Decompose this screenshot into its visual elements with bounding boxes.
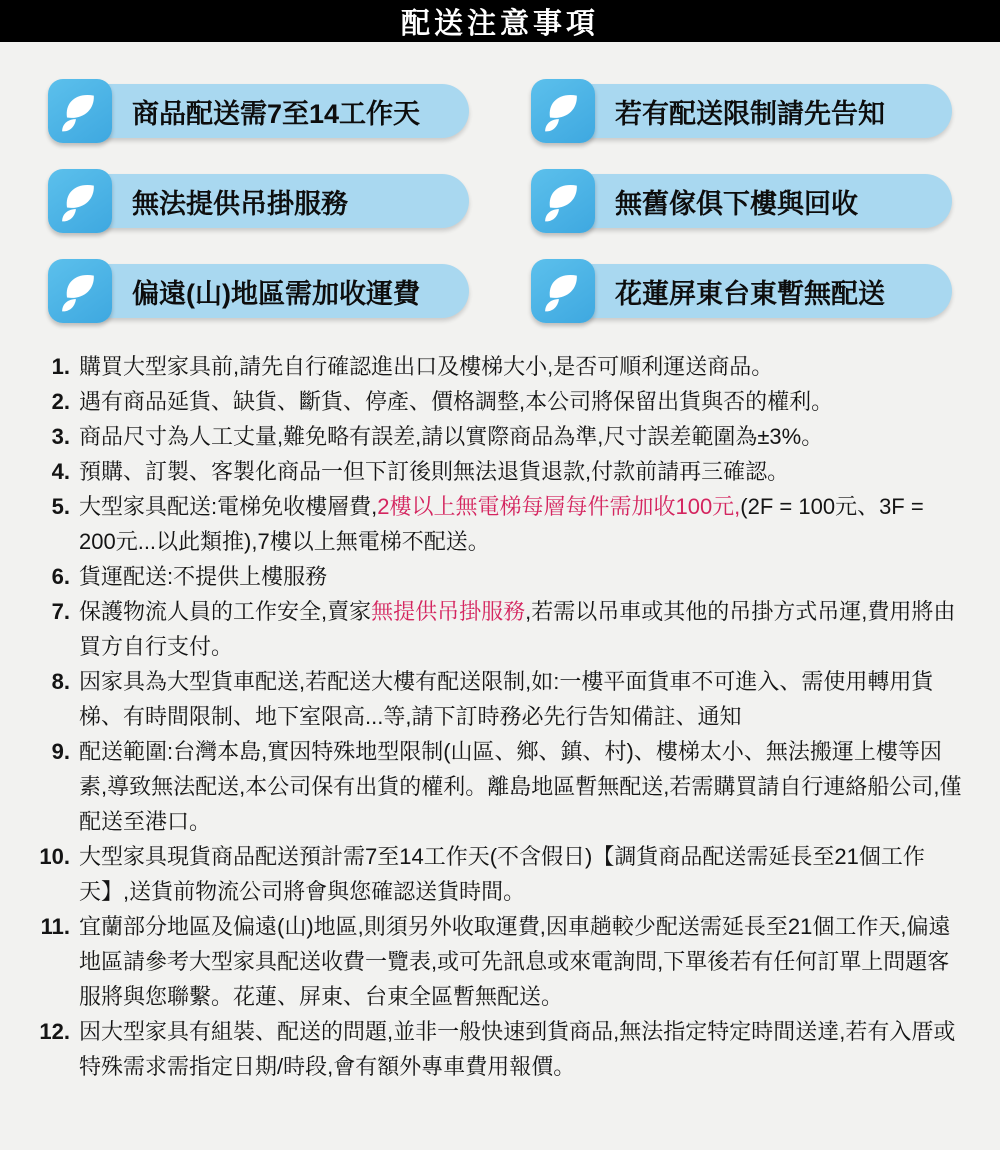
note-text	[79, 664, 962, 734]
note-text-segment: 保護物流人員的工作安全,賣家	[79, 599, 372, 624]
note-text-segment: 貨運配送:不提供上樓服務	[79, 564, 328, 589]
badge-label: 偏遠(山)地區需加收運費	[132, 278, 420, 309]
note-text-highlight: 無提供吊掛服務	[371, 599, 526, 624]
note-number: 8.	[51, 669, 70, 694]
note-item	[24, 559, 962, 594]
badge-label: 無舊傢俱下樓與回收	[615, 188, 858, 219]
note-text-segment: 大型家具現貨商品配送預計需7至14工作天(不含假日)【調貨商品配送需延長至21個工作天】,送貨前物流公司將會與您確認送貨時間。	[79, 844, 925, 904]
badge-grid	[0, 42, 1000, 323]
note-text	[79, 909, 962, 1014]
note-number: 5.	[51, 494, 70, 519]
note-text-segment: 因大型家具有組裝、配送的問題,並非一般快速到貨商品,無法指定特定時間送達,若有入厝或特殊需求需指定日期/時段,會有額外專車費用報價。	[79, 1019, 956, 1079]
note-number: 7.	[51, 599, 70, 624]
note-item	[24, 909, 962, 1014]
note-text-segment: (2F = 100元、3F = 200元...以此類推),7樓以上無電梯不配送。	[79, 494, 924, 554]
title-bar	[0, 0, 1000, 42]
note-number: 9.	[51, 739, 70, 764]
note-item	[24, 664, 962, 734]
note-number: 11.	[40, 914, 70, 939]
note-text-segment: 宜蘭部分地區及偏遠(山)地區,則須另外收取運費,因車趟較少配送需延長至21個工作天,偏遠地區請參考大型家具配送收費一覽表,或可先訊息或來電詢問,下單後若有任何訂單上問題客服將與您聯繫。花蓮、屏東、台東全區暫無配送。	[79, 914, 951, 1009]
note-item	[24, 349, 962, 384]
badge-no-hoisting	[48, 169, 469, 233]
leaf-icon	[48, 169, 112, 233]
leaf-icon	[48, 79, 112, 143]
note-text	[79, 734, 962, 839]
note-text-segment: 配送範圍:台灣本島,實因特殊地型限制(山區、鄉、鎮、村)、樓梯太小、無法搬運上樓等因素,導致無法配送,本公司保有出貨的權利。離島地區暫無配送,若需購買請自行連絡船公司,僅配送至港口。	[79, 739, 962, 834]
note-item	[24, 419, 962, 454]
note-text	[79, 594, 962, 664]
badge-label: 商品配送需7至14工作天	[132, 98, 421, 129]
note-text	[79, 349, 962, 384]
badge-label: 無法提供吊掛服務	[132, 188, 348, 219]
note-number: 12.	[39, 1019, 70, 1044]
note-item	[24, 1014, 962, 1084]
badge-remote-fee	[48, 259, 469, 323]
note-text	[79, 839, 962, 909]
badge-label: 花蓮屏東台東暫無配送	[615, 278, 885, 309]
note-text	[79, 1014, 962, 1084]
note-item	[24, 454, 962, 489]
note-text-segment: ,若需以吊車或其他的吊掛方式吊運,費用將由買方自行支付。	[79, 599, 956, 659]
note-text	[79, 489, 962, 559]
note-item	[24, 489, 962, 559]
note-item	[24, 384, 962, 419]
note-text-highlight: 2樓以上無電梯每層每件需加收100元,	[377, 494, 741, 519]
note-item	[24, 839, 962, 909]
note-text-segment: 預購、訂製、客製化商品一但下訂後則無法退貨退款,付款前請再三確認。	[79, 459, 790, 484]
note-number: 6.	[51, 564, 70, 589]
notes-list	[0, 323, 1000, 1084]
note-text-segment: 遇有商品延貨、缺貨、斷貨、停產、價格調整,本公司將保留出貨與否的權利。	[79, 389, 834, 414]
note-text-segment: 因家具為大型貨車配送,若配送大樓有配送限制,如:一樓平面貨車不可進入、需使用轉用貨梯、有時間限制、地下室限高...等,請下訂時務必先行告知備註、通知	[79, 669, 934, 729]
badge-no-east-delivery	[531, 259, 952, 323]
note-number: 10.	[39, 844, 70, 869]
note-item	[24, 734, 962, 839]
page-title: 配送注意事項	[400, 7, 599, 40]
badge-no-old-furniture	[531, 169, 952, 233]
badge-label: 若有配送限制請先告知	[615, 98, 885, 129]
leaf-icon	[48, 259, 112, 323]
note-text-segment: 商品尺寸為人工丈量,難免略有誤差,請以實際商品為準,尺寸誤差範圍為±3%。	[79, 424, 824, 449]
note-number: 4.	[51, 459, 70, 484]
note-number: 2.	[51, 389, 70, 414]
leaf-icon	[531, 79, 595, 143]
badge-delivery-time	[48, 79, 469, 143]
note-text-segment: 購買大型家具前,請先自行確認進出口及樓梯大小,是否可順利運送商品。	[79, 354, 774, 379]
leaf-icon	[531, 169, 595, 233]
leaf-icon	[531, 259, 595, 323]
note-text-segment: 大型家具配送:電梯免收樓層費,	[79, 494, 378, 519]
note-text	[79, 384, 962, 419]
note-number: 1.	[51, 354, 70, 379]
note-number: 3.	[51, 424, 70, 449]
note-text	[79, 419, 962, 454]
note-text	[79, 559, 962, 594]
badge-delivery-limit	[531, 79, 952, 143]
note-item	[24, 594, 962, 664]
note-text	[79, 454, 962, 489]
